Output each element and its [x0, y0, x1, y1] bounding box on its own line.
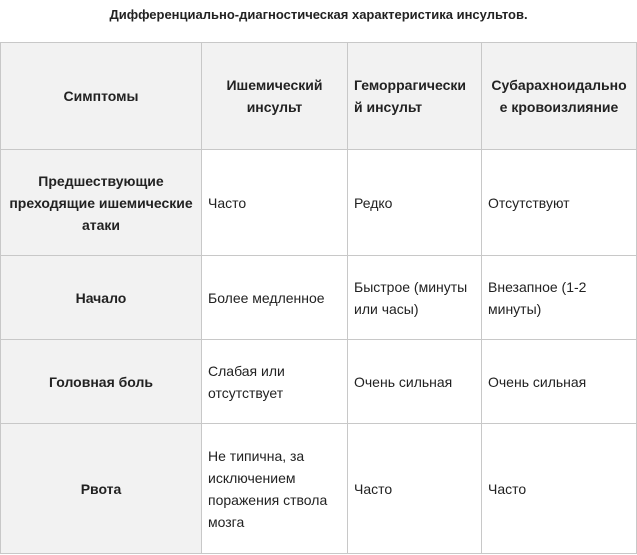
cell-hemorrhagic: Редко [348, 150, 482, 256]
table-row [1, 340, 637, 424]
header-hemorrhagic: Геморрагически й инсульт [348, 43, 482, 150]
cell-ischemic: Более медленное [202, 256, 348, 340]
cell-subarachnoid: Часто [482, 424, 637, 554]
cell-subarachnoid: Очень сильная [482, 340, 637, 424]
row-symptom: Предшествующие преходящие ишемические атаки [1, 150, 202, 256]
cell-ischemic: Не типична, за исключением поражения ствола мозга [202, 424, 348, 554]
table-row [1, 256, 637, 340]
cell-hemorrhagic: Часто [348, 424, 482, 554]
header-subarachnoid: Субарахноидально е кровоизлияние [482, 43, 637, 150]
cell-subarachnoid: Отсутствуют [482, 150, 637, 256]
row-symptom: Начало [1, 256, 202, 340]
cell-ischemic: Слабая или отсутствует [202, 340, 348, 424]
cell-subarachnoid: Внезапное (1-2 минуты) [482, 256, 637, 340]
row-symptom: Рвота [1, 424, 202, 554]
header-ischemic: Ишемический инсульт [202, 43, 348, 150]
table-caption: Дифференциально-диагностическая характеристика инсультов. [109, 7, 528, 22]
cell-ischemic: Часто [202, 150, 348, 256]
table-row [1, 150, 637, 256]
cell-hemorrhagic: Быстрое (минуты или часы) [348, 256, 482, 340]
header-symptoms: Симптомы [1, 43, 202, 150]
table-row [1, 424, 637, 554]
header-row [1, 43, 637, 150]
stroke-differential-table [0, 42, 637, 554]
row-symptom: Головная боль [1, 340, 202, 424]
cell-hemorrhagic: Очень сильная [348, 340, 482, 424]
